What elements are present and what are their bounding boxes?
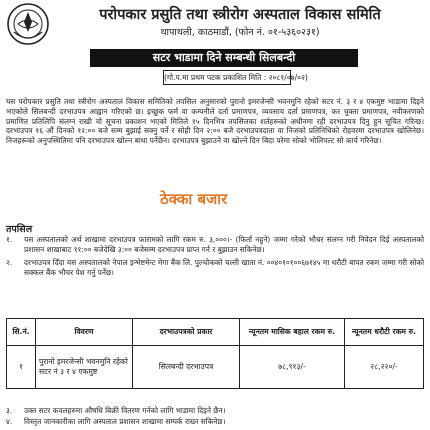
clause-item: [6, 417, 424, 427]
table-header-row: [7, 319, 424, 346]
watermark: ठेक्का बजार: [160, 190, 228, 208]
section-title: तपसिल: [6, 224, 33, 235]
column-header: न्यूनतम मासिक बहाल रकम रु.: [240, 319, 345, 346]
table-cell: ७८,९१३/-: [240, 346, 345, 389]
organization-title: परोपकार प्रसुति तथा स्त्रीरोग अस्पताल विकास समिति: [99, 7, 381, 23]
clause-item: [6, 406, 424, 416]
column-header: विवरण: [36, 319, 133, 346]
publication-date-tag: (गो.प.मा प्रथम पटक प्रकाशित मिति : २०८१/०७/०२): [163, 70, 291, 85]
column-header: सि.नं.: [7, 319, 36, 346]
clause-number: ४.: [6, 417, 13, 426]
clause-number: ३.: [6, 406, 13, 415]
clause-text: उक्त सटर कवलहरुमा औषधि बिक्री वितरण गर्नको लागि भाडामा दिइने छैन।: [24, 406, 226, 415]
table-cell: २८,२२०/-: [345, 346, 424, 389]
clause-number: १.: [6, 235, 13, 244]
column-header: दरभाउपत्रको प्रकार: [133, 319, 240, 346]
table-cell: सिलबन्दी दरभाउपत्र: [133, 346, 240, 389]
column-header: न्यूनतम धरौटी रकम रु.: [345, 319, 424, 346]
clause-text: विस्तृत जानकारीका लागि अस्पताल प्रशासन शाखामा सम्पर्क राख्न सकिनेछ।: [24, 417, 226, 426]
notice-banner: सटर भाडामा दिने सम्बन्धी सिलबन्दी: [90, 49, 358, 67]
notice-body: यस परोपकार प्रसुति तथा स्त्रीरोग अस्पताल विकास समितिको तपसिल अनुसारको पुरानो इमरजेन्सी भवनमुनि रहेको सटर नं. ३ र ४ एकमुष्ट भाडामा दिइने भएकोले सिलबन्दी दरभाउपत्र आह्वान गरिएको छ। इच्छुक फर्म वा कम्पनीले दर्ता प्रमाणपत्र, व्यवसाय दर्ता प्रमाणपत्र, कर चुक्ता प्रमाणपत्र, नवीकरणको प्रमाणित प्रतिलिपि संलग्न राखी यो सूचना प्रकाशन भएको मितिले १५ दिनभित्र तपसिलका शर्तहरूको अधीनमा रही दरभाउपत्र दिनु हुन सूचित गरिन्छ। दरभाउपत्र १६ औं दिनको १२:०० बजे सम्म बुझाई सक्नु पर्ने र सोही दिन २:०० बजे दरभाउपत्रदाता वा निजको प्रतिनिधिको रोहवरमा दरभाउपत्र खोलिनेछ। निजहरूको अनुपस्थितिमा पनि दरभाउपत्र खोल्न बाधा पर्नेछैन। दरभाउपत्र बुझाउने वा खोल्ने दिन बिदा परेमा सोको भोलिपल्ट सो कार्य गरिनेछ।: [6, 97, 424, 146]
table-cell: पुरानो इमरजेन्सी भवनमुनि रहेको सटर नं ३ र ४ एकमुष्ट: [36, 346, 133, 389]
organization-address: थापाथली, काठमाडौं, (फोन नं. ०१-५३६०२३१): [160, 27, 320, 38]
table-cell: १: [7, 346, 36, 389]
table-row: [7, 346, 424, 389]
rental-table: [6, 318, 424, 389]
hospital-emblem-icon: [6, 2, 50, 46]
clause-text: दरभाउपत्र दिँदा यस अस्पतालको नेपाल इन्भेष्टमेन्ट मेगा बैंक लि. पुल्चोकको चल्ती खाता नं. ००४०१०१००६७१४५ मा धरौटी बापत रकम जम्मा गरी सोको सक्कल बैंक भौचर पेश गर्नु पर्नेछ।: [24, 258, 424, 277]
clause-text: यस अस्पतालको अर्थ शाखामा दरभाउपत्र फारामको लागि रकम रु. ३,०००।- (फिर्ता नहुने) जम्मा गरेको भौचर संलग्न गरी निवेदन दिई अस्पतालको प्रशासन शाखाबाट ११:०० बजेदेखि ३:०० बजेसम्म दरभाउपत्र प्राप्त गर्न र बुझाउन सकिनेछ।: [24, 235, 424, 254]
clause-item: [6, 258, 424, 298]
clause-item: [6, 235, 424, 255]
clause-number: २.: [6, 258, 13, 267]
